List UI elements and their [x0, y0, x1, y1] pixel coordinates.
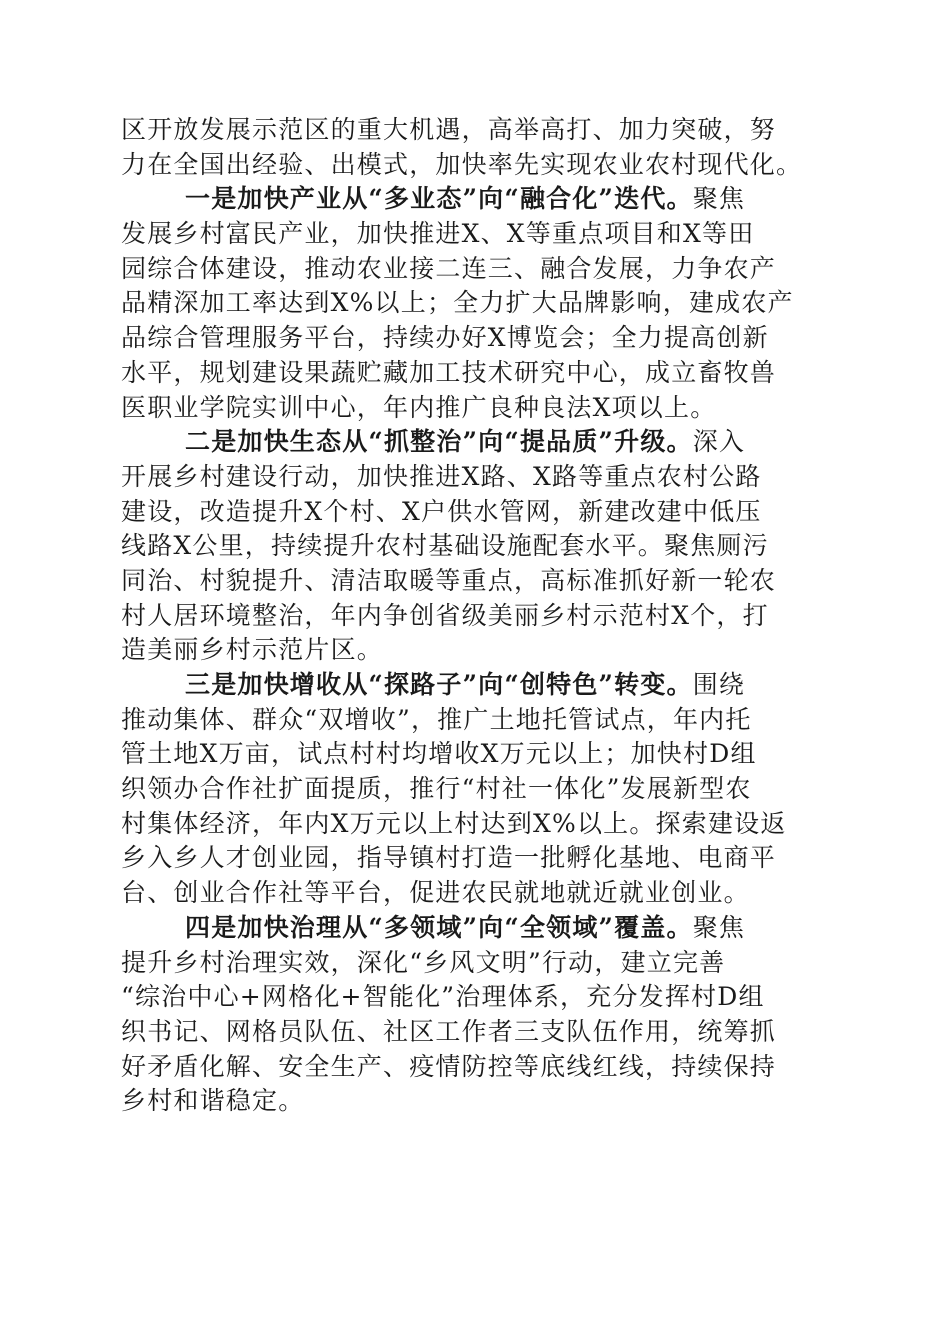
section-first-line-rest: 聚焦: [692, 912, 746, 942]
text-line: 乡村和谐稳定。: [121, 1086, 305, 1116]
section-first-line: [121, 911, 811, 946]
text-line: 品综合管理服务平台，持续办好X博览会；全力提高创新: [121, 323, 769, 353]
text-line: 村集体经济，年内X万元以上村达到X%以上。探索建设返: [121, 808, 787, 838]
text-line: 力在全国出经验、出模式，加快率先实现农业农村现代化。: [121, 149, 803, 179]
document-body: [121, 113, 811, 1119]
text-line: 乡入乡人才创业园，指导镇村打造一批孵化基地、电商平: [121, 843, 777, 873]
text-line: 品精深加工率达到X%以上；全力扩大品牌影响，建成农产: [121, 288, 794, 318]
text-line: 发展乡村富民产业，加快推进X、X等重点项目和X等田: [121, 219, 755, 249]
text-line: 造美丽乡村示范片区。: [121, 635, 384, 665]
text-line: 织领办合作社扩面提质，推行“村社一体化”发展新型农: [121, 774, 752, 804]
text-line: 好矛盾化解、安全生产、疫情防控等底线红线，持续保持: [121, 1051, 777, 1081]
text-line: 线路X公里，持续提升农村基础设施配套水平。聚焦厕污: [121, 531, 769, 561]
section-2-paragraph: [121, 425, 811, 668]
text-line: 建设，改造提升X个村、X户供水管网，新建改建中低压: [121, 496, 762, 526]
text-line: 推动集体、群众“双增收”，推广土地托管试点，年内托: [121, 704, 752, 734]
text-line: 区开放发展示范区的重大机遇，高举高打、加力突破，努: [121, 115, 777, 144]
text-line: 水平，规划建设果蔬贮藏加工技术研究中心，成立畜牧兽: [121, 357, 777, 387]
paragraph-intro: [121, 113, 811, 182]
text-line: 医职业学院实训中心，年内推广良种良法X项以上。: [121, 392, 717, 422]
section-first-line: [121, 668, 811, 703]
section-first-line-rest: 围绕: [692, 670, 746, 699]
section-3-paragraph: [121, 668, 811, 911]
section-heading: 三是加快增收从“探路子”向“创特色”转变。: [185, 670, 693, 699]
text-line: 村人居环境整治，年内争创省级美丽乡村示范村X个，打: [121, 600, 769, 630]
text-line: 提升乡村治理实效，深化“乡风文明”行动，建立完善: [121, 947, 726, 977]
section-heading: 一是加快产业从“多业态”向“融合化”迭代。: [185, 184, 693, 214]
text-line: 开展乡村建设行动，加快推进X路、X路等重点农村公路: [121, 461, 762, 491]
section-heading: 二是加快生态从“抓整治”向“提品质”升级。: [185, 427, 693, 457]
text-line: 织书记、网格员队伍、社区工作者三支队伍作用，统筹抓: [121, 1016, 777, 1046]
section-first-line-rest: 聚焦: [692, 184, 746, 214]
text-line: 园综合体建设，推动农业接二连三、融合发展，力争农产: [121, 253, 777, 283]
section-1-paragraph: [121, 182, 811, 425]
section-first-line-rest: 深入: [692, 427, 746, 457]
section-first-line: [121, 425, 811, 460]
text-line: 同治、村貌提升、清洁取暖等重点，高标准抓好新一轮农: [121, 565, 777, 595]
text-line: “综治中心+网格化+智能化”治理体系，充分发挥村D组: [121, 982, 765, 1012]
text-line: 台、创业合作社等平台，促进农民就地就近就业创业。: [121, 878, 750, 908]
section-4-paragraph: [121, 911, 811, 1119]
section-heading: 四是加快治理从“多领域”向“全领域”覆盖。: [185, 912, 693, 942]
section-first-line: [121, 182, 811, 217]
text-line: 管土地X万亩，试点村村均增收X万元以上；加快村D组: [121, 739, 757, 769]
